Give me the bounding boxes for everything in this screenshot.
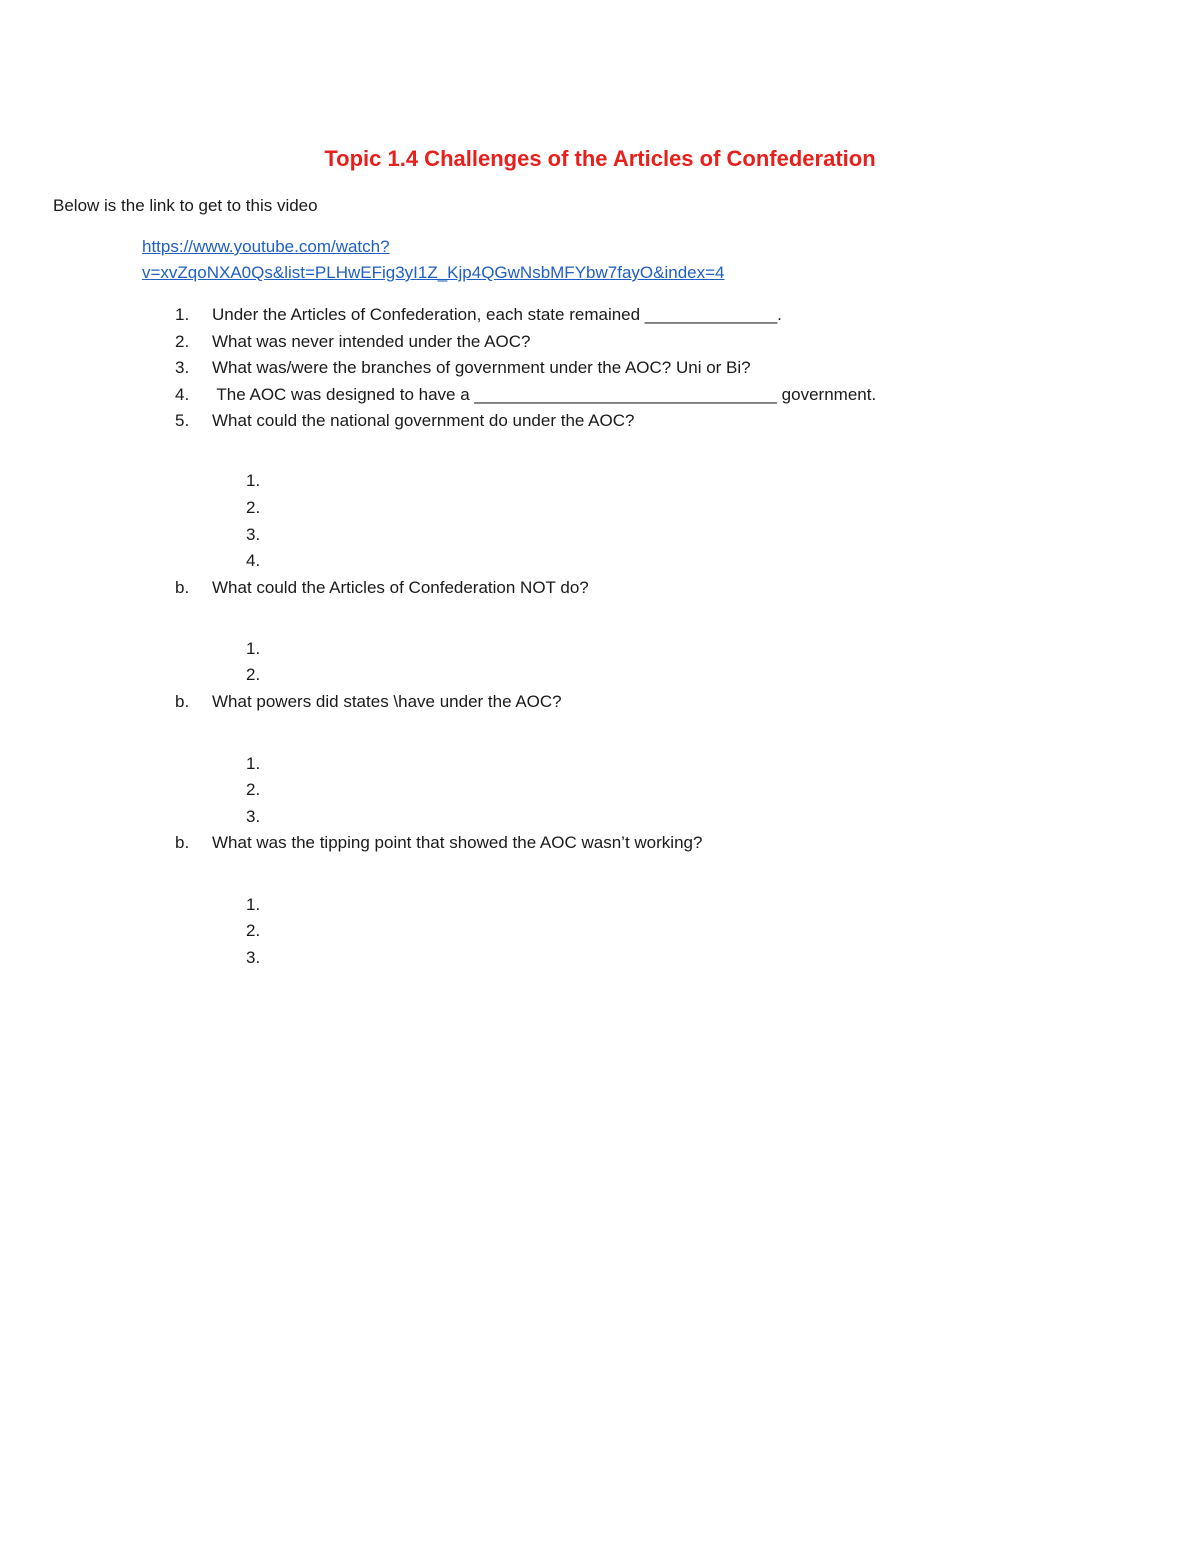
answer-slot: 1.: [246, 471, 261, 490]
answer-slot: 1.: [246, 754, 261, 773]
subquestion-state-powers: [0, 690, 1200, 714]
answer-slot: 2.: [246, 498, 261, 517]
question-3: [0, 356, 1200, 380]
page-title: Topic 1.4 Challenges of the Articles of Confederation: [324, 146, 876, 171]
subquestion-marker: b.: [175, 578, 190, 597]
question-text: What could the national government do under the AOC?: [212, 411, 635, 430]
subquestion-tipping-point: [0, 831, 1200, 855]
subquestion-not-do: [0, 576, 1200, 600]
question-number: 5.: [175, 411, 190, 430]
answer-slot: 2.: [246, 780, 261, 799]
answer-slot: 3.: [246, 807, 261, 826]
video-link-line-2[interactable]: v=xvZqoNXA0Qs&list=PLHwEFig3yI1Z_Kjp4QGwNsbMFYbw7fayO&index=4: [142, 263, 725, 282]
subquestion-marker: b.: [175, 833, 190, 852]
answer-slot: 2.: [246, 921, 261, 940]
subquestion-text: What powers did states \have under the AOC?: [212, 692, 562, 711]
question-1: [0, 303, 1200, 327]
question-5: [0, 409, 1200, 433]
intro-text: Below is the link to get to this video: [53, 196, 318, 215]
question-text: The AOC was designed to have a ________________________________ government.: [212, 385, 877, 404]
answer-slot: 4.: [246, 551, 261, 570]
question-text: What was never intended under the AOC?: [212, 332, 531, 351]
question-number: 2.: [175, 332, 190, 351]
question-text: Under the Articles of Confederation, each state remained ______________.: [212, 305, 782, 324]
question-number: 1.: [175, 305, 190, 324]
question-2: [0, 330, 1200, 354]
question-number: 4.: [175, 385, 190, 404]
video-link-line-1[interactable]: https://www.youtube.com/watch?: [142, 237, 390, 256]
subquestion-text: What could the Articles of Confederation NOT do?: [212, 578, 589, 597]
subquestion-marker: b.: [175, 692, 190, 711]
question-text: What was/were the branches of government under the AOC? Uni or Bi?: [212, 358, 751, 377]
answer-slot: 1.: [246, 639, 261, 658]
answer-slot: 2.: [246, 665, 261, 684]
answer-slot: 1.: [246, 895, 261, 914]
question-number: 3.: [175, 358, 190, 377]
subquestion-text: What was the tipping point that showed the AOC wasn’t working?: [212, 833, 703, 852]
answer-slot: 3.: [246, 525, 261, 544]
answer-slot: 3.: [246, 948, 261, 967]
question-4: [0, 383, 1200, 407]
